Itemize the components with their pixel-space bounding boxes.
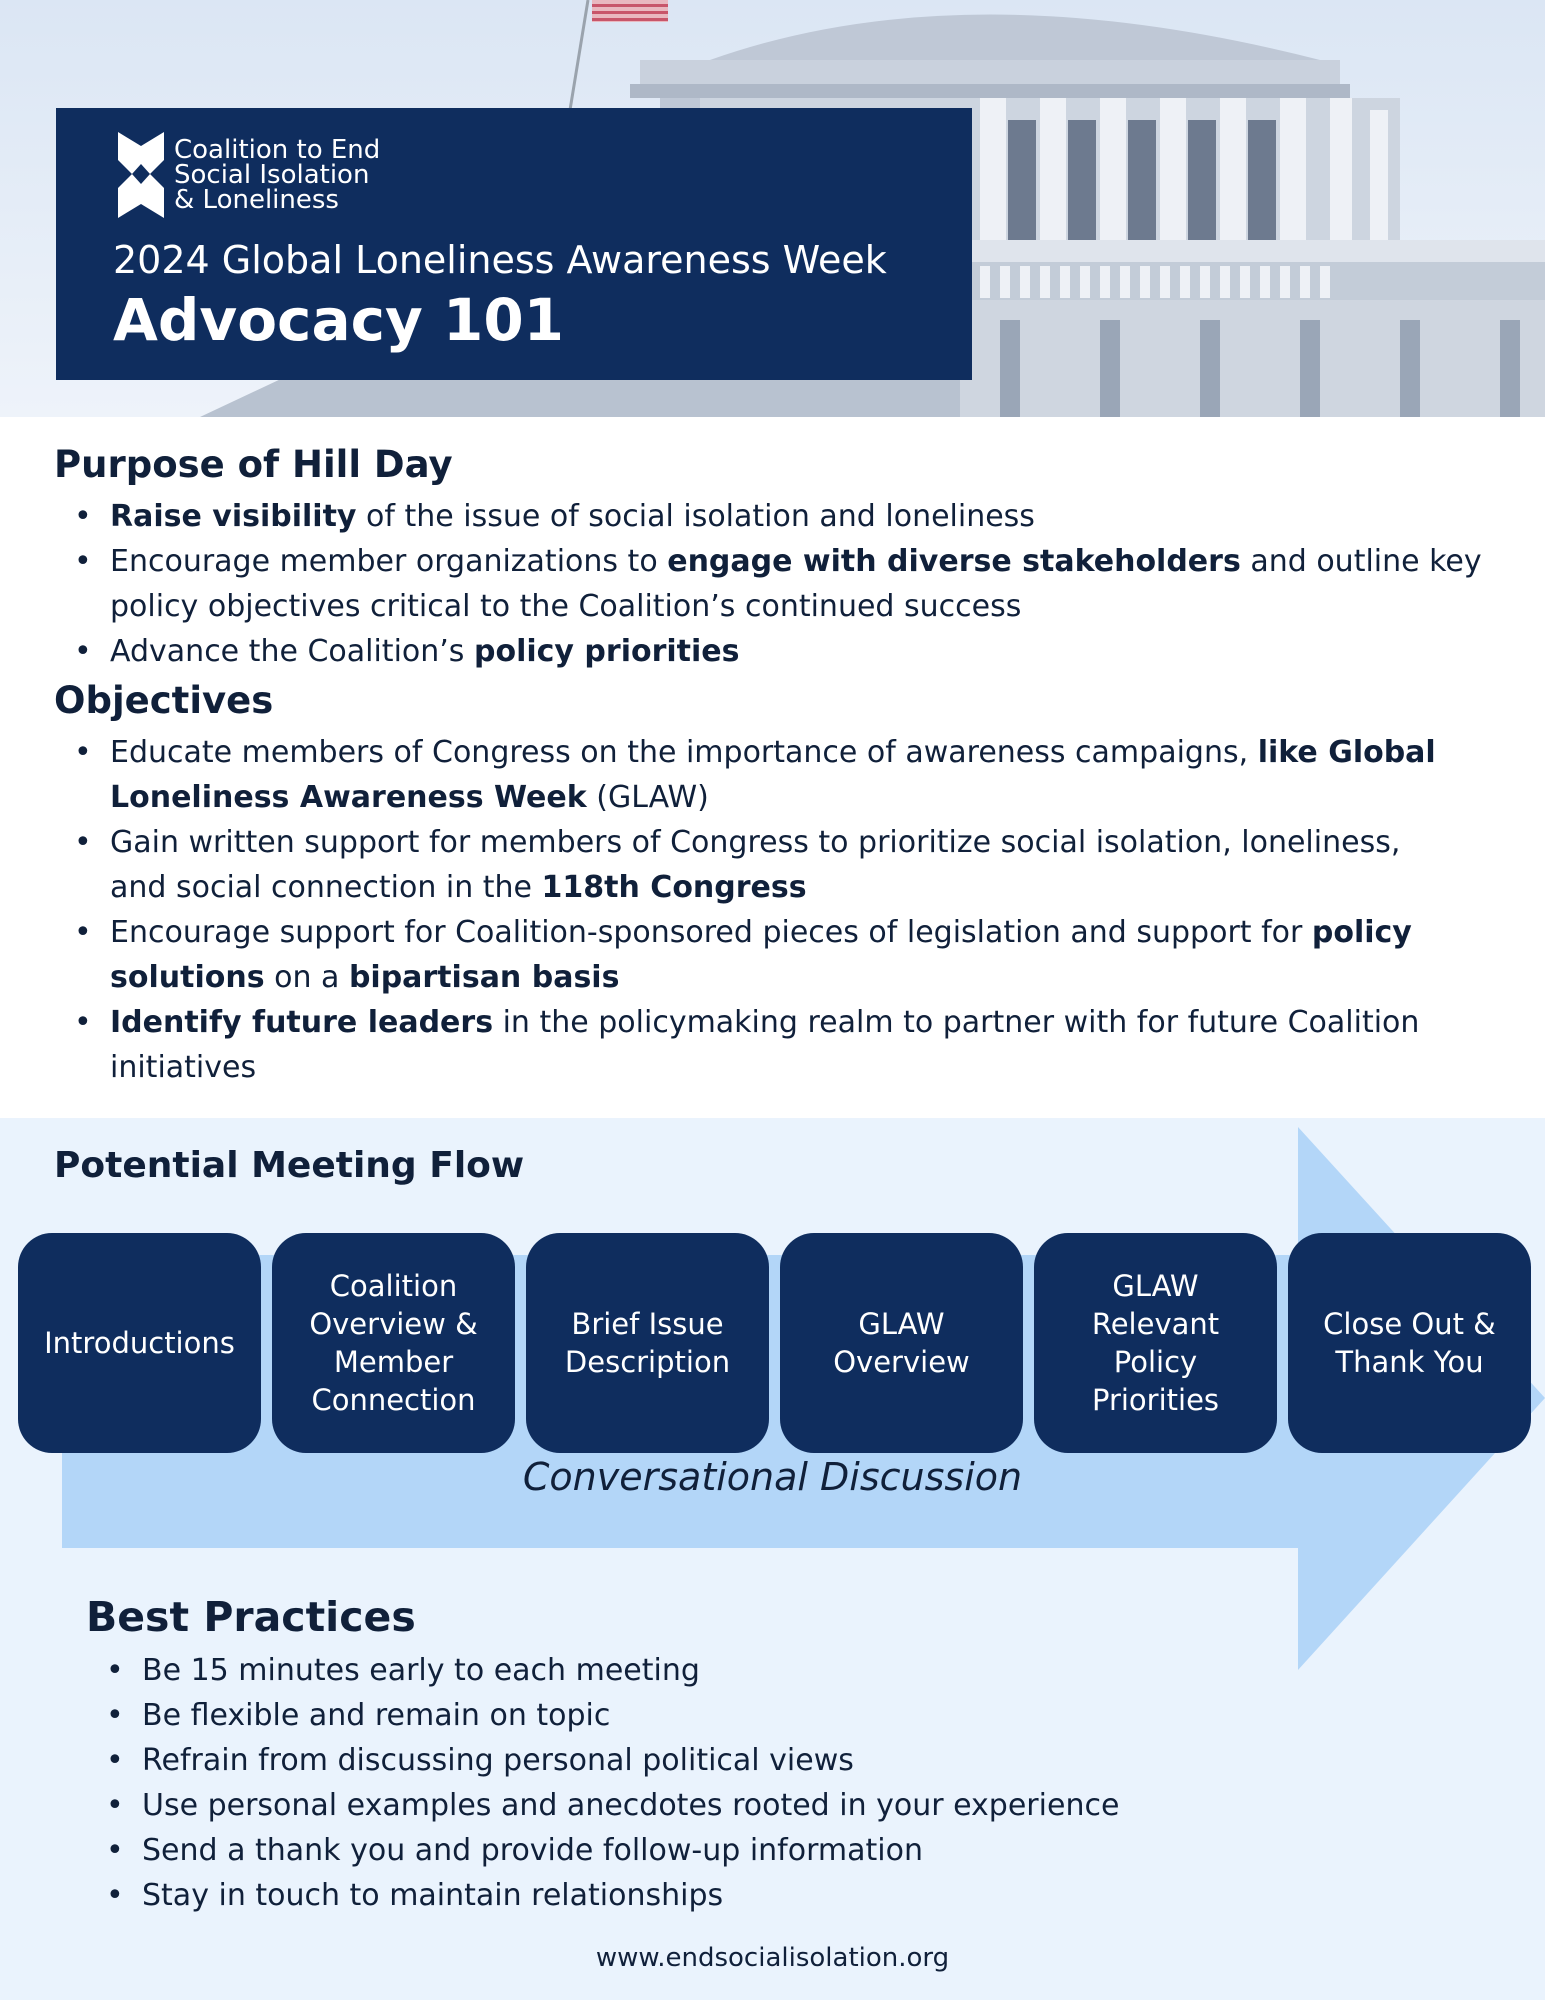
flow-step-policy-priorities: GLAW Relevant Policy Priorities (1034, 1233, 1277, 1453)
bold-text: policy priorities (473, 634, 740, 669)
text-segment: Educate members of Congress on the importance of awareness campaigns, (110, 735, 1258, 770)
logo-text (174, 130, 380, 213)
list-item: • Be 15 minutes early to each meeting (86, 1648, 1286, 1693)
flow-step-coalition-overview: Coalition Overview & Member Connection (272, 1233, 515, 1453)
bold-text: like Global Loneliness Awareness Week (110, 735, 1436, 815)
list-item (54, 730, 1454, 820)
list-item (54, 539, 1504, 629)
flow-step-introductions: Introductions (18, 1233, 261, 1453)
text-segment: in the policymaking realm to partner with for future Coalition initiatives (110, 1005, 1420, 1085)
best-practices-heading: Best Practices (86, 1593, 416, 1641)
bold-text: policy solutions (110, 915, 1412, 995)
list-item (54, 820, 1454, 910)
coalition-logo (116, 130, 380, 220)
objectives-list (54, 730, 1454, 1090)
text-segment: and outline key policy objectives critical to the Coalition’s continued success (110, 544, 1482, 624)
bold-text: Raise visibility (110, 499, 357, 534)
text-segment: Gain written support for members of Congress to prioritize social isolation, loneliness, and social connection in the (110, 825, 1401, 905)
text-segment: on a (264, 960, 349, 995)
best-practices-list (86, 1648, 1286, 1918)
bold-text: bipartisan basis (348, 960, 620, 995)
website-link[interactable]: www.endsocialisolation.org (595, 1943, 950, 1973)
text-segment: (GLAW) (586, 780, 709, 815)
bold-text: Identify future leaders (110, 1005, 494, 1040)
text-segment: Advance the Coalition’s (110, 634, 474, 669)
header-banner (0, 0, 1545, 417)
purpose-heading: Purpose of Hill Day (54, 443, 453, 486)
flow-step-brief-issue: Brief Issue Description (526, 1233, 769, 1453)
list-item: • Refrain from discussing personal political views (86, 1738, 1286, 1783)
objectives-heading: Objectives (54, 679, 274, 722)
bold-text: 118th Congress (541, 870, 807, 905)
coalition-logo-icon (116, 130, 166, 220)
text-segment: Encourage support for Coalition-sponsored pieces of legislation and support for (110, 915, 1312, 950)
list-item: • Use personal examples and anecdotes rooted in your experience (86, 1783, 1286, 1828)
flow-step-glaw-overview: GLAW Overview (780, 1233, 1023, 1453)
list-item (54, 910, 1454, 1000)
bold-text: engage with diverse stakeholders (667, 544, 1241, 579)
list-item: • Stay in touch to maintain relationships (86, 1873, 1286, 1918)
text-segment: of the issue of social isolation and loneliness (356, 499, 1035, 534)
logo-line: Social Isolation (174, 160, 370, 190)
meeting-flow-steps (18, 1233, 1532, 1453)
purpose-list (54, 494, 1504, 674)
text-segment: Encourage member organizations to (110, 544, 668, 579)
logo-line: & Loneliness (174, 185, 339, 215)
meeting-flow-heading: Potential Meeting Flow (54, 1145, 525, 1186)
list-item (54, 629, 1504, 674)
list-item (54, 1000, 1454, 1090)
list-item: • Be flexible and remain on topic (86, 1693, 1286, 1738)
flow-step-close-out: Close Out & Thank You (1288, 1233, 1531, 1453)
list-item: • Send a thank you and provide follow-up information (86, 1828, 1286, 1873)
title-box (56, 108, 972, 380)
event-subtitle: 2024 Global Loneliness Awareness Week (113, 238, 887, 282)
flow-caption: Conversational Discussion (522, 1455, 1023, 1499)
list-item (54, 494, 1504, 539)
logo-line: Coalition to End (174, 135, 381, 165)
page-title: Advocacy 101 (113, 286, 565, 354)
